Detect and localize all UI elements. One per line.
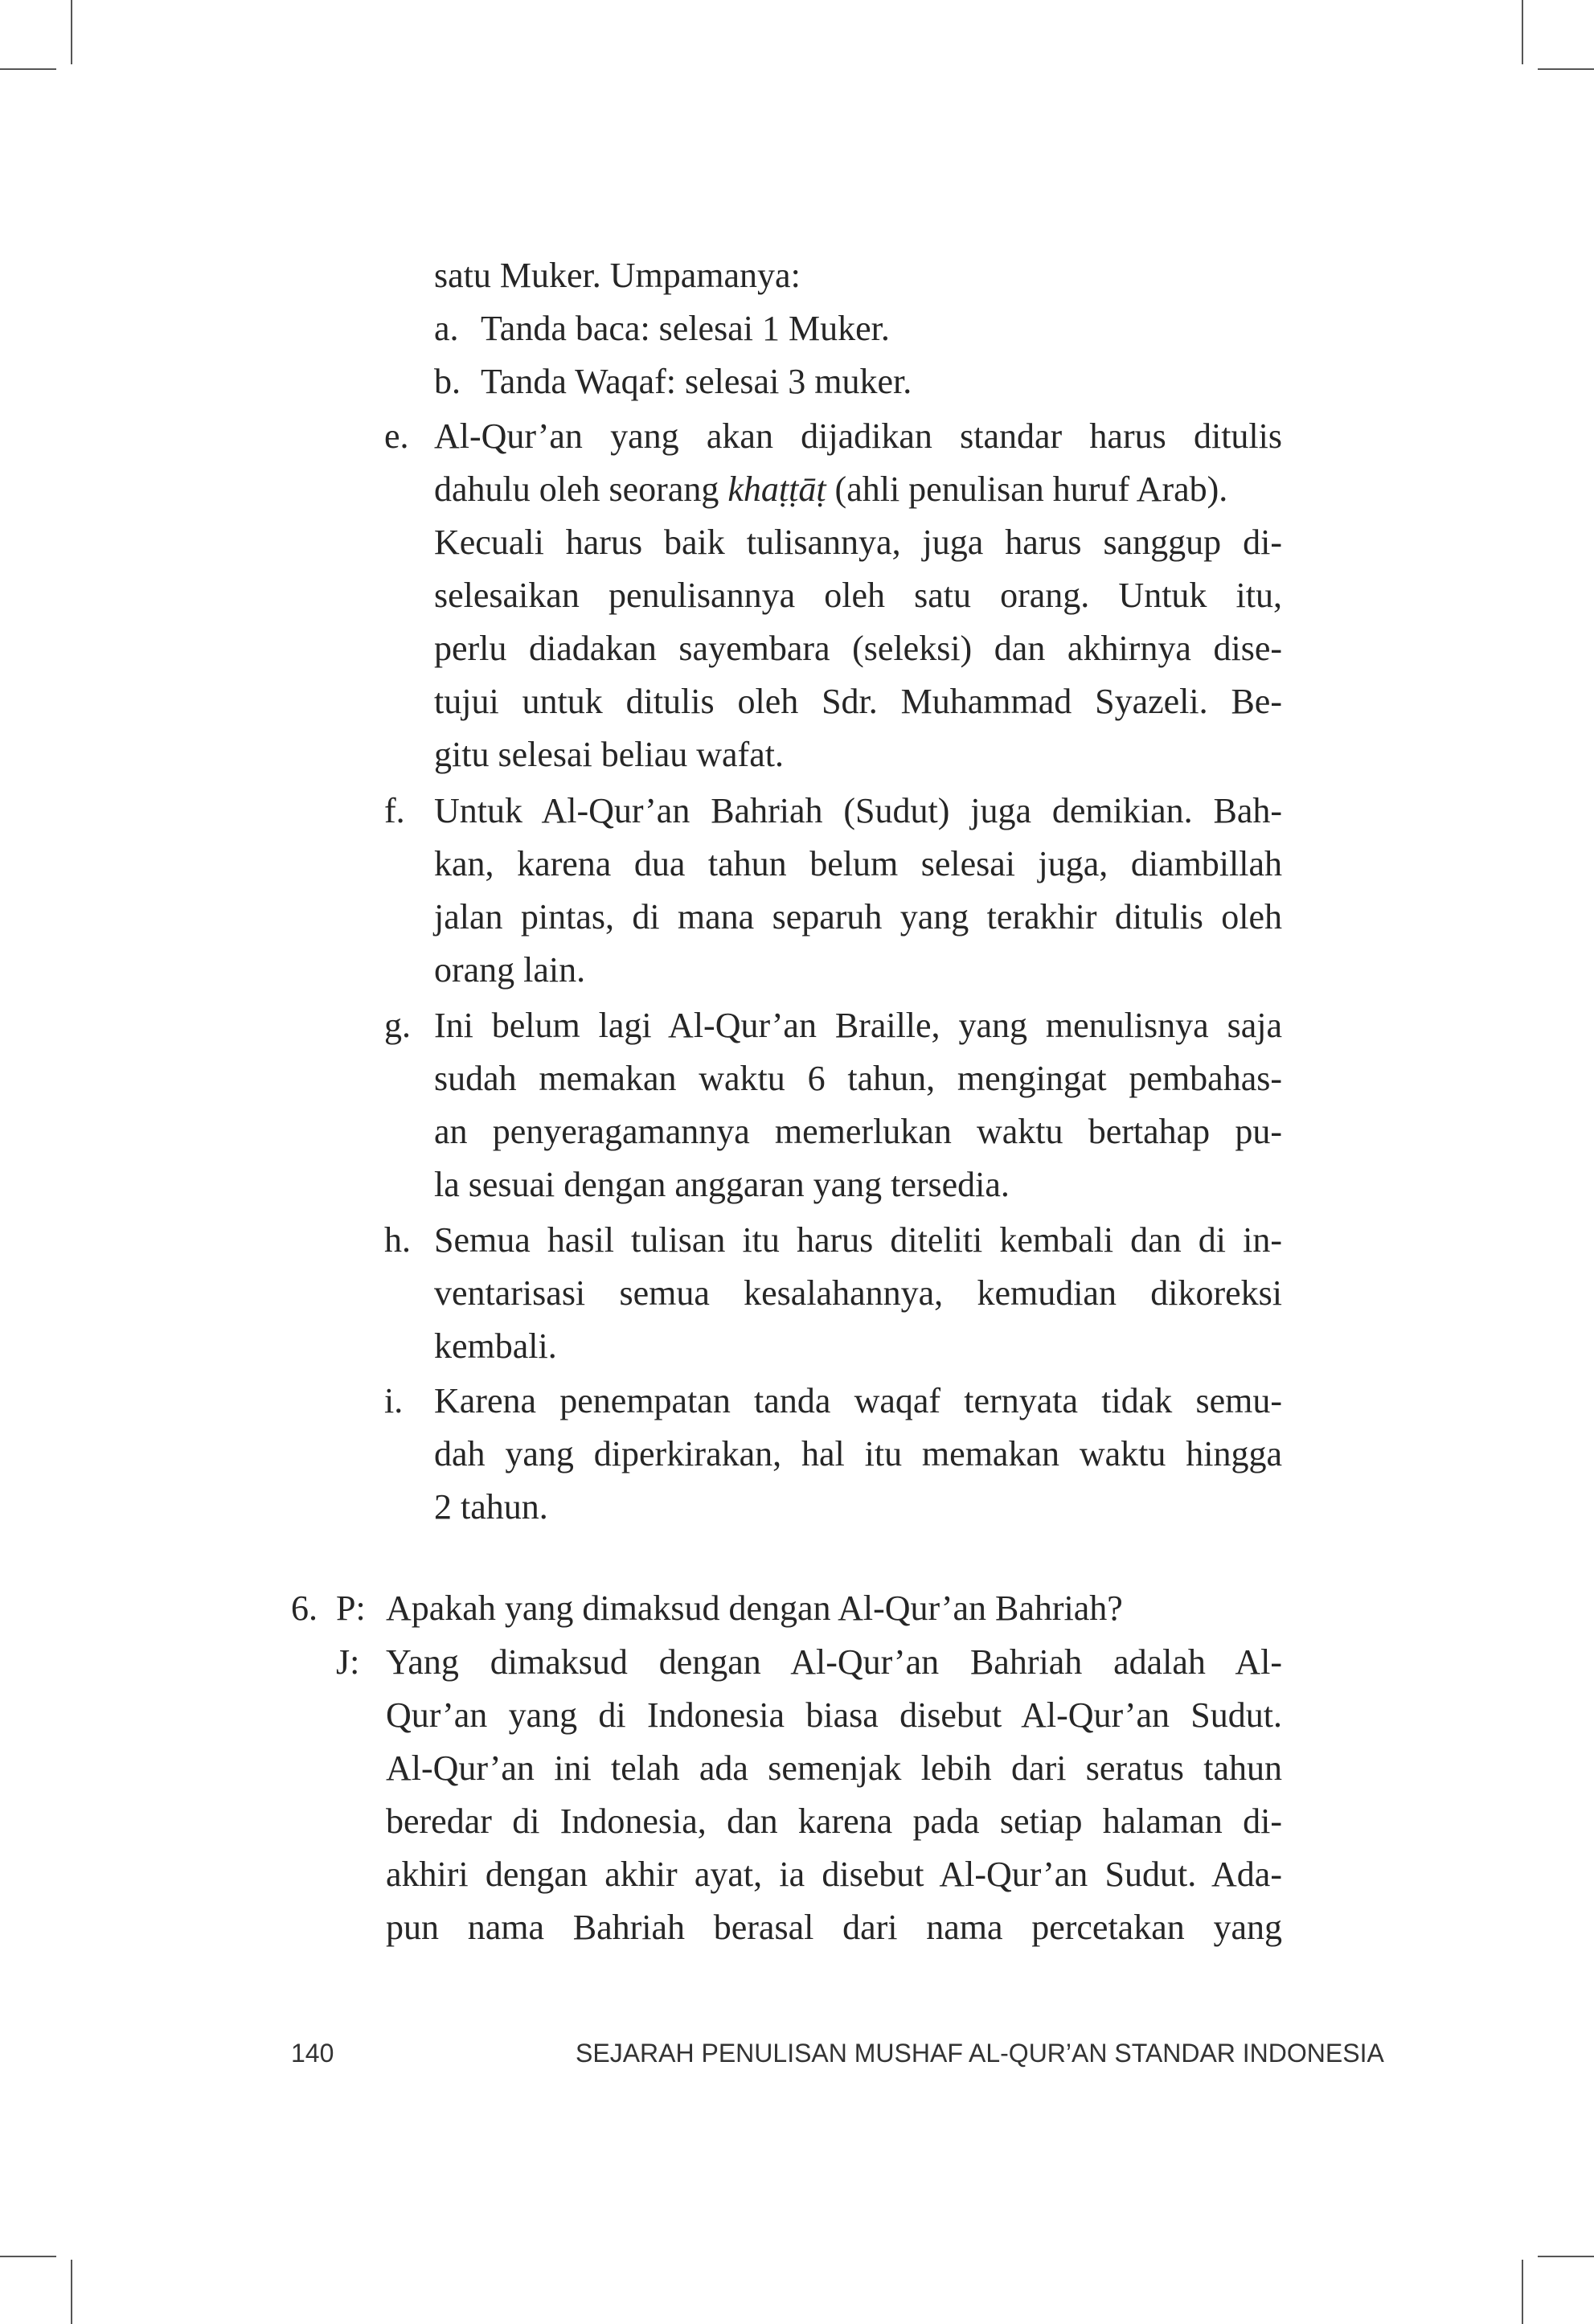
sublist-marker-a: a. bbox=[434, 309, 459, 348]
item-i-line-1: Karena penempatan tanda waqaf ternyata tidak semu- bbox=[434, 1381, 1282, 1420]
item-f-line-1: Untuk Al-Qur’an Bahriah (Sudut) juga demikian. Bah- bbox=[434, 791, 1282, 830]
item-e-line-2 bbox=[434, 463, 1282, 516]
item-f-line-2: kan, karena dua tahun belum selesai juga, diambillah bbox=[434, 844, 1282, 883]
answer-line-4: beredar di Indonesia, dan karena pada setiap halaman di- bbox=[386, 1801, 1282, 1841]
item-g-line-3: an penyeragamannya memerlukan waktu bertahap pu- bbox=[434, 1112, 1282, 1151]
qa-number: 6. bbox=[291, 1588, 318, 1628]
list-marker-h: h. bbox=[384, 1220, 411, 1260]
intro-line: satu Muker. Umpamanya: bbox=[434, 256, 801, 295]
item-e-line-4: selesaikan penulisannya oleh satu orang. Untuk itu, bbox=[434, 576, 1282, 615]
answer-line-2: Qur’an yang di Indonesia biasa disebut Al-Qur’an Sudut. bbox=[386, 1695, 1282, 1735]
item-e-line-2-head: dahulu oleh seorang bbox=[434, 469, 719, 509]
term-khattat: khaṭṭāṭ bbox=[727, 469, 826, 509]
item-g-line-4: la sesuai dengan anggaran yang tersedia. bbox=[434, 1165, 1010, 1204]
question-marker: P: bbox=[336, 1588, 366, 1628]
answer-line-5: akhiri dengan akhir ayat, ia disebut Al-Qur’an Sudut. Ada- bbox=[386, 1855, 1282, 1894]
item-h-line-2: ventarisasi semua kesalahannya, kemudian dikoreksi bbox=[434, 1273, 1282, 1313]
sublist-item-b: Tanda Waqaf: selesai 3 muker. bbox=[481, 362, 912, 401]
item-h-line-1: Semua hasil tulisan itu harus diteliti kembali dan di in- bbox=[434, 1220, 1282, 1260]
sublist-item-a: Tanda baca: selesai 1 Muker. bbox=[481, 309, 890, 348]
sublist-marker-b: b. bbox=[434, 362, 461, 401]
list-marker-e: e. bbox=[384, 416, 409, 456]
list-marker-i: i. bbox=[384, 1381, 404, 1420]
item-e-line-2-tail: (ahli penulisan huruf Arab). bbox=[834, 469, 1228, 509]
answer-line-6: pun nama Bahriah berasal dari nama percetakan yang bbox=[386, 1908, 1282, 1947]
item-f-line-4: orang lain. bbox=[434, 950, 586, 990]
item-e-line-7: gitu selesai beliau wafat. bbox=[434, 735, 784, 774]
answer-line-1: Yang dimaksud dengan Al-Qur’an Bahriah adalah Al- bbox=[386, 1642, 1282, 1682]
item-i-line-3: 2 tahun. bbox=[434, 1487, 548, 1527]
item-g-line-1: Ini belum lagi Al-Qur’an Braille, yang menulisnya saja bbox=[434, 1006, 1282, 1045]
item-e-line-3: Kecuali harus baik tulisannya, juga harus sanggup di- bbox=[434, 523, 1282, 562]
item-h-line-3: kembali. bbox=[434, 1326, 557, 1366]
question-text: Apakah yang dimaksud dengan Al-Qur’an Bahriah? bbox=[386, 1588, 1123, 1628]
page-number: 140 bbox=[291, 2039, 334, 2068]
answer-marker: J: bbox=[336, 1642, 360, 1682]
item-e-line-6: tujui untuk ditulis oleh Sdr. Muhammad Syazeli. Be- bbox=[434, 682, 1282, 721]
item-g-line-2: sudah memakan waktu 6 tahun, mengingat pembahas- bbox=[434, 1059, 1282, 1098]
running-title: SEJARAH PENULISAN MUSHAF AL-QUR’AN STANDAR INDONESIA bbox=[576, 2039, 1384, 2068]
item-f-line-3: jalan pintas, di mana separuh yang terakhir ditulis oleh bbox=[434, 897, 1282, 937]
item-e-line-5: perlu diadakan sayembara (seleksi) dan akhirnya dise- bbox=[434, 629, 1282, 668]
item-e-line-1: Al-Qur’an yang akan dijadikan standar harus ditulis bbox=[434, 416, 1282, 456]
list-marker-f: f. bbox=[384, 791, 405, 830]
list-marker-g: g. bbox=[384, 1006, 411, 1045]
answer-line-3: Al-Qur’an ini telah ada semenjak lebih dari seratus tahun bbox=[386, 1748, 1282, 1788]
item-i-line-2: dah yang diperkirakan, hal itu memakan waktu hingga bbox=[434, 1434, 1282, 1474]
